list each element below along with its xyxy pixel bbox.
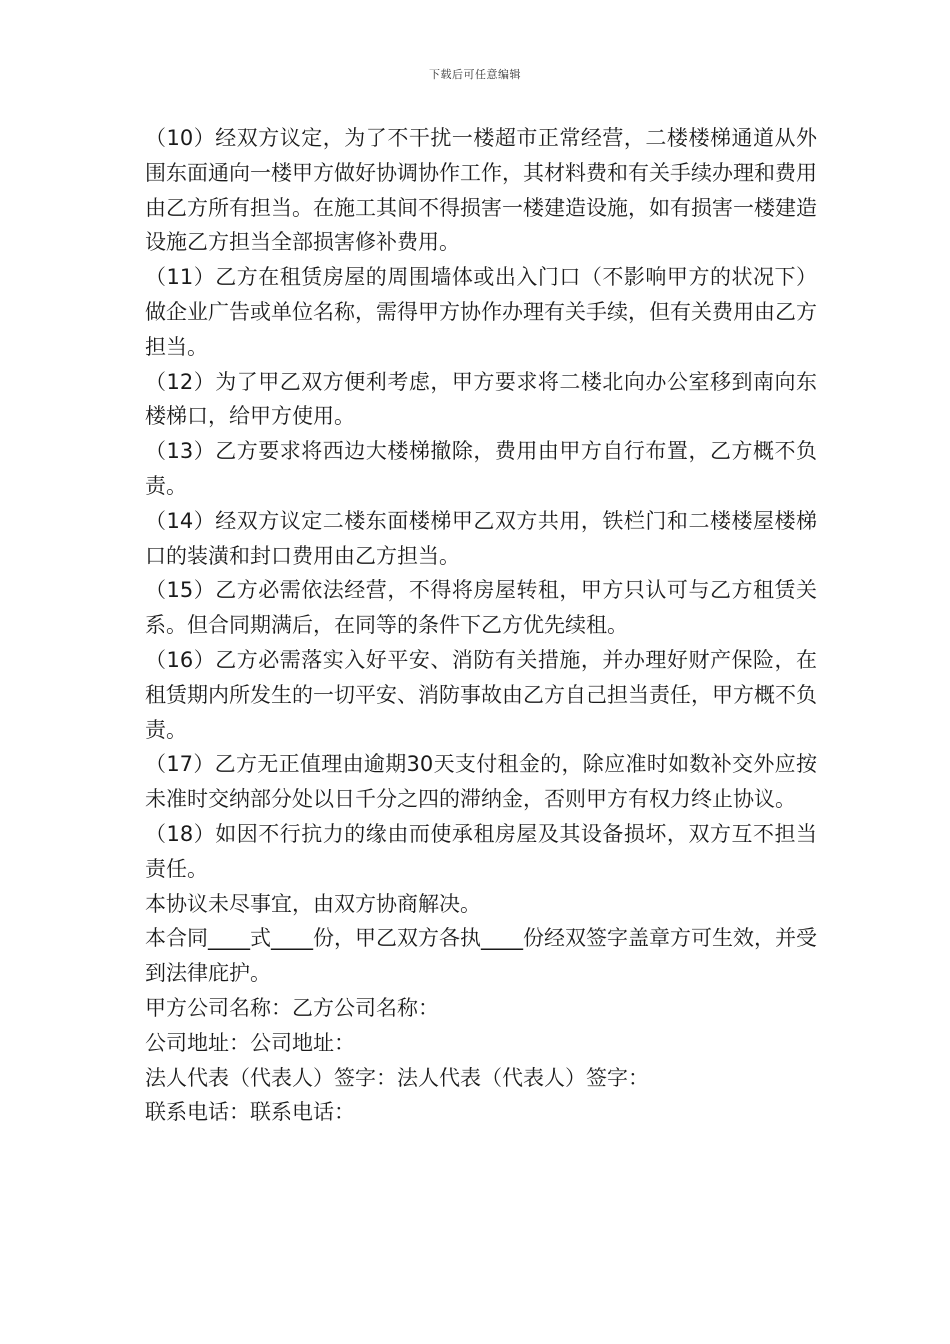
clause-18: （18）如因不行抗力的缘由而使承租房屋及其设备损坏，双方互不担当责任。	[145, 821, 817, 881]
clause-15: （15）乙方必需依法经营，不得将房屋转租，甲方只认可与乙方租赁关系。但合同期满后，在同等的条件下乙方优先续租。	[145, 578, 817, 638]
copies-statement: 本合同____式____份，甲乙双方各执____份经双签字盖章方可生效，并受到法律庇护。	[145, 926, 817, 986]
company-name-line: 甲方公司名称：乙方公司名称：	[145, 995, 439, 1020]
company-address-line: 公司地址：公司地址：	[145, 1030, 355, 1055]
clause-11: （11）乙方在租赁房屋的周围墙体或出入门口（不影响甲方的状况下）做企业广告或单位名称，需得甲方协作办理有关手续，但有关费用由乙方担当。	[145, 265, 817, 359]
clause-17: （17）乙方无正值理由逾期30天支付租金的，除应准时如数补交外应按未准时交纳部分处以日千分之四的滞纳金，否则甲方有权力终止协议。	[145, 752, 817, 812]
legal-representative-line: 法人代表（代表人）签字：法人代表（代表人）签字：	[145, 1065, 649, 1090]
clause-13: （13）乙方要求将西边大楼梯撤除，费用由甲方自行布置，乙方概不负责。	[145, 439, 817, 498]
contact-phone-line: 联系电话：联系电话：	[145, 1100, 355, 1125]
clause-12: （12）为了甲乙双方便利考虑，甲方要求将二楼北向办公室移到南向东楼梯口，给甲方使用。	[145, 369, 817, 429]
clause-10: （10）经双方议定，为了不干扰一楼超市正常经营，二楼楼梯通道从外围东面通向一楼甲方做好协调协作工作，其材料费和有关手续办理和费用由乙方所有担当。在施工其间不得损害一楼建造设施，如有损害一楼建造设施乙方担当全部损害修补费用。	[145, 126, 817, 255]
closing-statement: 本协议未尽事宜，由双方协商解决。	[145, 891, 481, 916]
clause-14: （14）经双方议定二楼东面楼梯甲乙双方共用，铁栏门和二楼楼屋楼梯口的装潢和封口费用由乙方担当。	[145, 508, 817, 568]
page-header: 下载后可任意编辑	[429, 68, 521, 81]
document-body	[145, 121, 817, 1130]
clause-16: （16）乙方必需落实入好平安、消防有关措施，并办理好财产保险，在租赁期内所发生的一切平安、消防事故由乙方自己担当责任，甲方概不负责。	[145, 647, 817, 742]
